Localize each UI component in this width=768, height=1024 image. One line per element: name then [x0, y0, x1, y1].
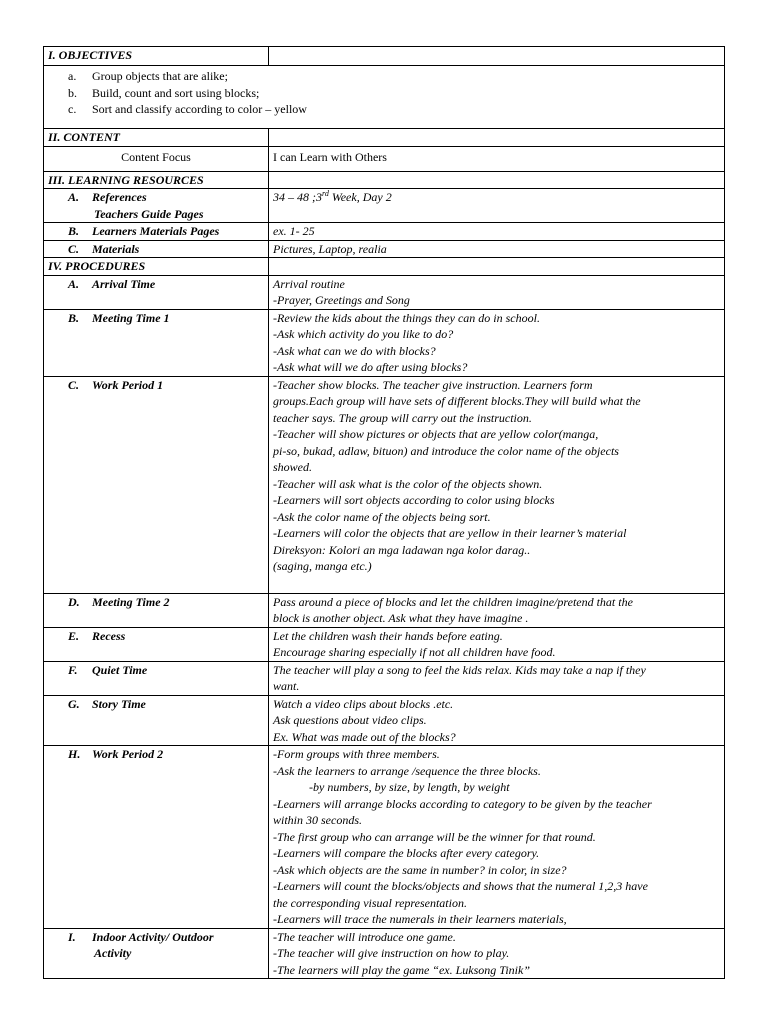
- procedure-label: F. Quiet Time: [44, 661, 269, 695]
- lesson-plan-table: [43, 46, 725, 979]
- content-focus-label: Content Focus: [44, 146, 269, 171]
- procedure-label: G. Story Time: [44, 695, 269, 746]
- procedure-row-meeting-1: [44, 309, 725, 376]
- content-heading-row: [44, 128, 725, 146]
- content-focus-row: [44, 146, 725, 171]
- procedure-row-story-time: [44, 695, 725, 746]
- procedure-details: Watch a video clips about blocks .etc. Ask questions about video clips. Ex. What was made out of the blocks?: [269, 695, 725, 746]
- content-heading: II. CONTENT: [44, 128, 269, 146]
- objective-item: a. Group objects that are alike;: [68, 69, 228, 83]
- empty-cell: [269, 47, 725, 66]
- references-sublabel: Teachers Guide Pages: [94, 206, 204, 221]
- objectives-list: [44, 66, 725, 129]
- procedure-details: -The teacher will introduce one game. -The teacher will give instruction on how to play. -The learners will play the game “ex. Luksong Tinik”: [269, 928, 725, 979]
- references-label-cell: A. References Teachers Guide Pages: [44, 189, 269, 223]
- objective-item: c. Sort and classify according to color – yellow: [68, 102, 307, 116]
- procedure-details: -Form groups with three members. -Ask the learners to arrange /sequence the three blocks. -by numbers, by size, by length, by weight -Learners will arrange blocks according to category to be given by the teacher within 30 seconds. -The first group who can arrange will be the winner for that round. -Learners will compare the blocks after every category. -Ask which objects are the same in number? in color, in size? -Learners will count the blocks/objects and shows that the numeral 1,2,3 have the corresponding visual representation. -Learners will trace the numerals in their learners materials,: [269, 746, 725, 929]
- empty-cell: [269, 128, 725, 146]
- references-row: [44, 189, 725, 223]
- procedure-row-work-period-2: [44, 746, 725, 929]
- materials-value: Pictures, Laptop, realia: [269, 240, 725, 258]
- procedure-label: B. Meeting Time 1: [44, 309, 269, 376]
- procedure-label: H. Work Period 2: [44, 746, 269, 929]
- materials-row: [44, 240, 725, 258]
- procedure-row-recess: [44, 627, 725, 661]
- procedure-row-indoor-outdoor: [44, 928, 725, 979]
- procedure-details: The teacher will play a song to feel the kids relax. Kids may take a nap if they want.: [269, 661, 725, 695]
- procedure-row-meeting-2: [44, 593, 725, 627]
- objectives-row: [44, 66, 725, 129]
- procedure-label: C. Work Period 1: [44, 376, 269, 593]
- procedure-details: Pass around a piece of blocks and let the children imagine/pretend that the block is another object. Ask what they have imagine .: [269, 593, 725, 627]
- procedures-heading-row: [44, 258, 725, 276]
- materials-label: C. Materials: [44, 240, 269, 258]
- procedure-row-arrival: [44, 275, 725, 309]
- procedure-label: E. Recess: [44, 627, 269, 661]
- resources-heading: III. LEARNING RESOURCES: [44, 171, 269, 189]
- learners-materials-label: B. Learners Materials Pages: [44, 223, 269, 241]
- procedure-label: D. Meeting Time 2: [44, 593, 269, 627]
- procedure-details: -Review the kids about the things they can do in school. -Ask which activity do you like to do? -Ask what can we do with blocks? -Ask what will we do after using blocks?: [269, 309, 725, 376]
- learners-materials-value: ex. 1- 25: [269, 223, 725, 241]
- learners-materials-row: [44, 223, 725, 241]
- empty-cell: [269, 171, 725, 189]
- procedure-row-quiet-time: [44, 661, 725, 695]
- procedure-details: Let the children wash their hands before eating. Encourage sharing especially if not all children have food.: [269, 627, 725, 661]
- procedure-row-work-period-1: [44, 376, 725, 593]
- objectives-heading: I. OBJECTIVES: [44, 47, 269, 66]
- procedures-heading: IV. PROCEDURES: [44, 258, 269, 276]
- procedure-details: Arrival routine -Prayer, Greetings and Song: [269, 275, 725, 309]
- references-value: 34 – 48 ;3rd Week, Day 2: [269, 189, 725, 223]
- resources-heading-row: [44, 171, 725, 189]
- content-focus-value: I can Learn with Others: [269, 146, 725, 171]
- objectives-heading-row: [44, 47, 725, 66]
- objective-item: b. Build, count and sort using blocks;: [68, 85, 260, 100]
- procedure-label: A. Arrival Time: [44, 275, 269, 309]
- procedure-details: -Teacher show blocks. The teacher give instruction. Learners form groups.Each group will have sets of different blocks.They will build what the teacher says. The group will carry out the instruction. -Teacher will show pictures or objects that are yellow color(manga, pi-so, bukad, adlaw, bituon) and introduce the color name of the objects showed. -Teacher will ask what is the color of the objects shown. -Learners will sort objects according to color using blocks -Ask the color name of the objects being sort. -Learners will color the objects that are yellow in their learner’s material Direksyon: Kolori an mga ladawan nga kolor darag.. (saging, manga etc.): [269, 376, 725, 593]
- empty-cell: [269, 258, 725, 276]
- procedure-label: I. Indoor Activity/ Outdoor Activity: [44, 928, 269, 979]
